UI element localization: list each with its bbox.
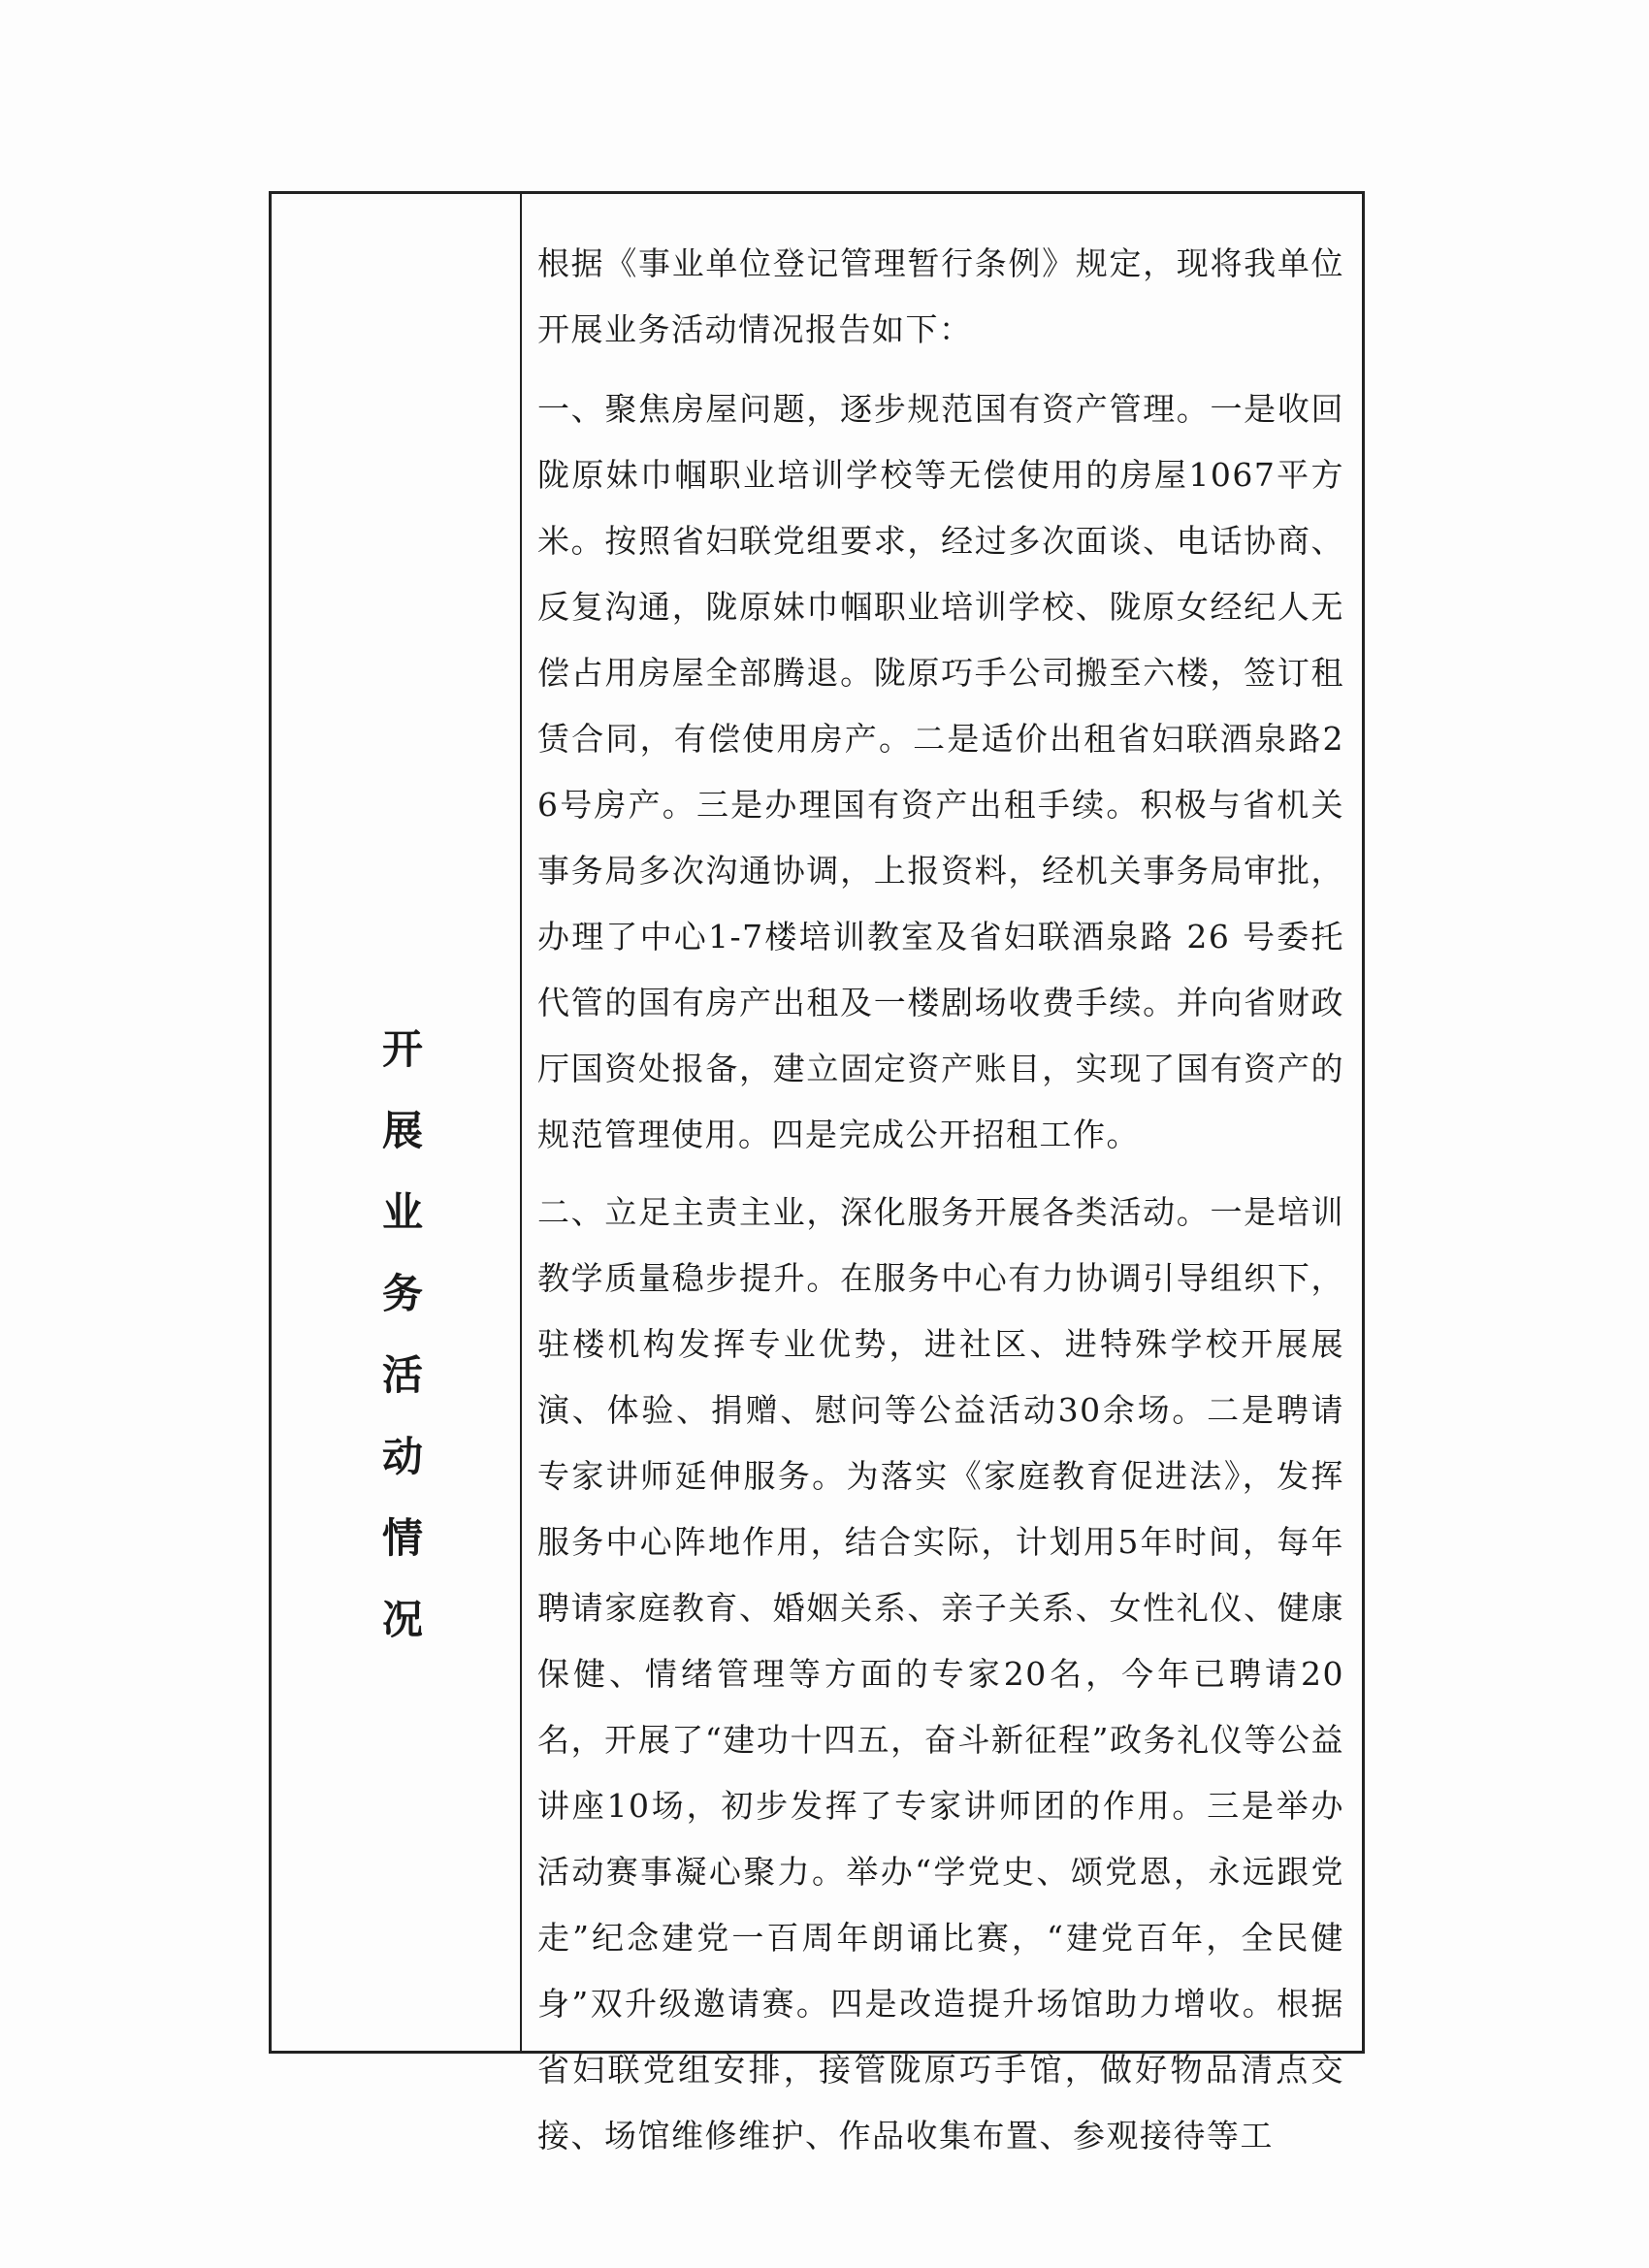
service-activities-paragraph: 二、立足主责主业，深化服务开展各类活动。一是培训教学质量稳步提升。在服务中心有力协调引导组织下，驻楼机构发挥专业优势，进社区、进特殊学校开展展演、体验、捐赠、慰问等公益活动30余场。二是聘请专家讲师延伸服务。为落实《家庭教育促进法》，发挥服务中心阵地作用，结合实际，计划用5年时间，每年聘请家庭教育、婚姻关系、亲子关系、女性礼仪、健康保健、情绪管理等方面的专家20名，今年已聘请20名，开展了“建功十四五，奋斗新征程”政务礼仪等公益讲座10场，初步发挥了专家讲师团的作用。三是举办活动赛事凝心聚力。举办“学党史、颂党恩，永远跟党走”纪念建党一百周年朗诵比赛，“建党百年，全民健身”双升级邀请赛。四是改造提升场馆助力增收。根据省妇联党组安排，接管陇原巧手馆，做好物品清点交接、场馆维修维护、作品收集布置、参观接待等工 <box>537 1193 1344 2155</box>
section-label: 开展业务活动情况 <box>376 1027 424 1679</box>
asset-management-paragraph: 一、聚焦房屋问题，逐步规范国有资产管理。一是收回陇原妹巾帼职业培训学校等无偿使用的房屋1067平方米。按照省妇联党组要求，经过多次面谈、电话协商、反复沟通，陇原妹巾帼职业培训学校、陇原女经纪人无偿占用房屋全部腾退。陇原巧手公司搬至六楼，签订租赁合同，有偿使用房产。二是适价出租省妇联酒泉路26号房产。三是办理国有资产出租手续。积极与省机关事务局多次沟通协调，上报资料，经机关事务局审批，办理了中心1-7楼培训教室及省妇联酒泉路 26 号委托代管的国有房产出租及一楼剧场收费手续。并向省财政厅国资处报备，建立固定资产账目，实现了国有资产的规范管理使用。四是完成公开招租工作。 <box>537 390 1344 1153</box>
report-table <box>269 191 1365 2155</box>
intro-paragraph: 根据《事业单位登记管理暂行条例》规定，现将我单位开展业务活动情况报告如下： <box>537 244 1344 348</box>
content-column <box>522 194 1362 2155</box>
label-column <box>272 194 522 2051</box>
